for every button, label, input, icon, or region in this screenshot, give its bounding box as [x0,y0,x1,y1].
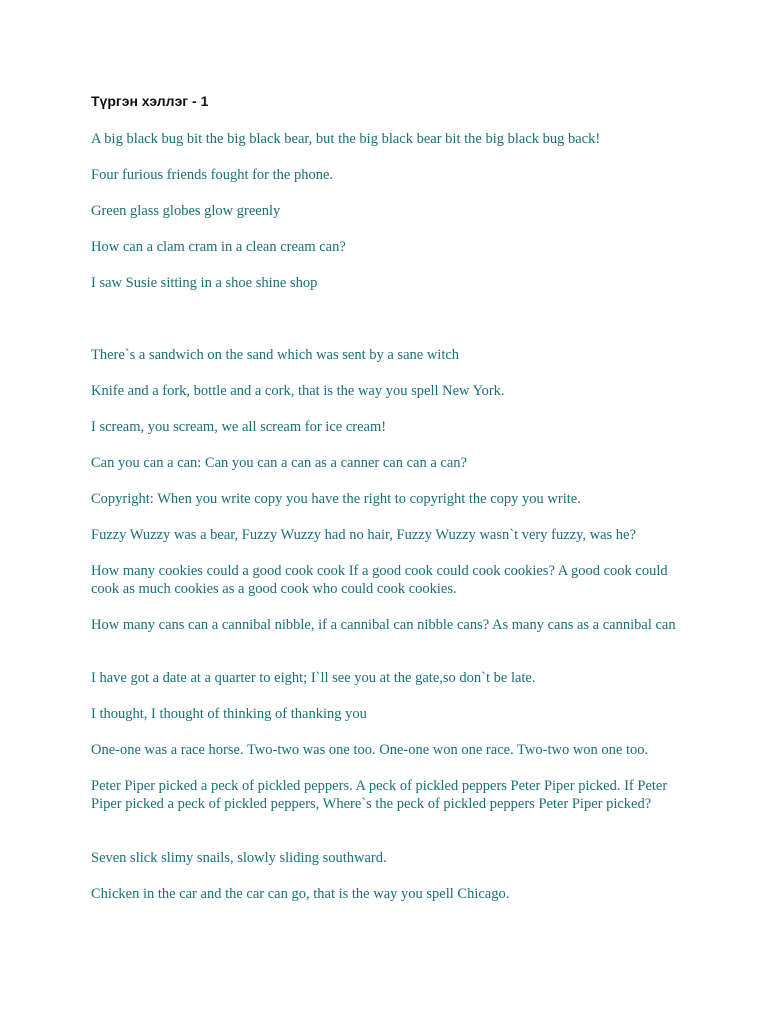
tongue-twister-paragraph: I have got a date at a quarter to eight; I`ll see you at the gate,so don`t be late. [91,670,536,686]
tongue-twister-paragraph: Green glass globes glow greenly [91,203,281,219]
tongue-twister-paragraph: How many cookies could a good cook cook If a good cook could cook cookies? A good cook could cook as much cookies as a good cook who could cook cookies. [91,563,668,597]
tongue-twister-paragraph: A big black bug bit the big black bear, but the big black bear bit the big black bug back! [91,131,601,147]
tongue-twister-paragraph: I thought, I thought of thinking of thanking you [91,706,367,722]
tongue-twister-paragraph: Can you can a can: Can you can a can as a canner can can a can? [91,455,467,471]
tongue-twister-paragraph: Peter Piper picked a peck of pickled peppers. A peck of pickled peppers Peter Piper picked. If Peter Piper picked a peck of pickled peppers, Where`s the peck of pickled peppers Peter Piper picked? [91,778,668,812]
document-title: Түргэн хэллэг - 1 [91,93,209,109]
tongue-twister-paragraph: I scream, you scream, we all scream for ice cream! [91,419,387,435]
tongue-twister-paragraph: Chicken in the car and the car can go, that is the way you spell Chicago. [91,886,510,902]
tongue-twister-paragraph: Four furious friends fought for the phone. [91,167,334,183]
tongue-twister-paragraph: There`s a sandwich on the sand which was sent by a sane witch [91,347,460,363]
tongue-twister-paragraph: How many cans can a cannibal nibble, if a cannibal can nibble cans? As many cans as a cannibal can [91,617,676,633]
tongue-twister-paragraph: Fuzzy Wuzzy was a bear, Fuzzy Wuzzy had no hair, Fuzzy Wuzzy wasn`t very fuzzy, was he? [91,527,636,543]
tongue-twister-paragraph: One-one was a race horse. Two-two was one too. One-one won one race. Two-two won one too. [91,742,649,758]
tongue-twister-paragraph: Copyright: When you write copy you have the right to copyright the copy you write. [91,491,581,507]
tongue-twister-paragraph: Knife and a fork, bottle and a cork, that is the way you spell New York. [91,383,505,399]
tongue-twister-paragraph: How can a clam cram in a clean cream can? [91,239,346,255]
tongue-twister-paragraph: I saw Susie sitting in a shoe shine shop [91,275,318,291]
tongue-twister-paragraph: Seven slick slimy snails, slowly sliding southward. [91,850,387,866]
